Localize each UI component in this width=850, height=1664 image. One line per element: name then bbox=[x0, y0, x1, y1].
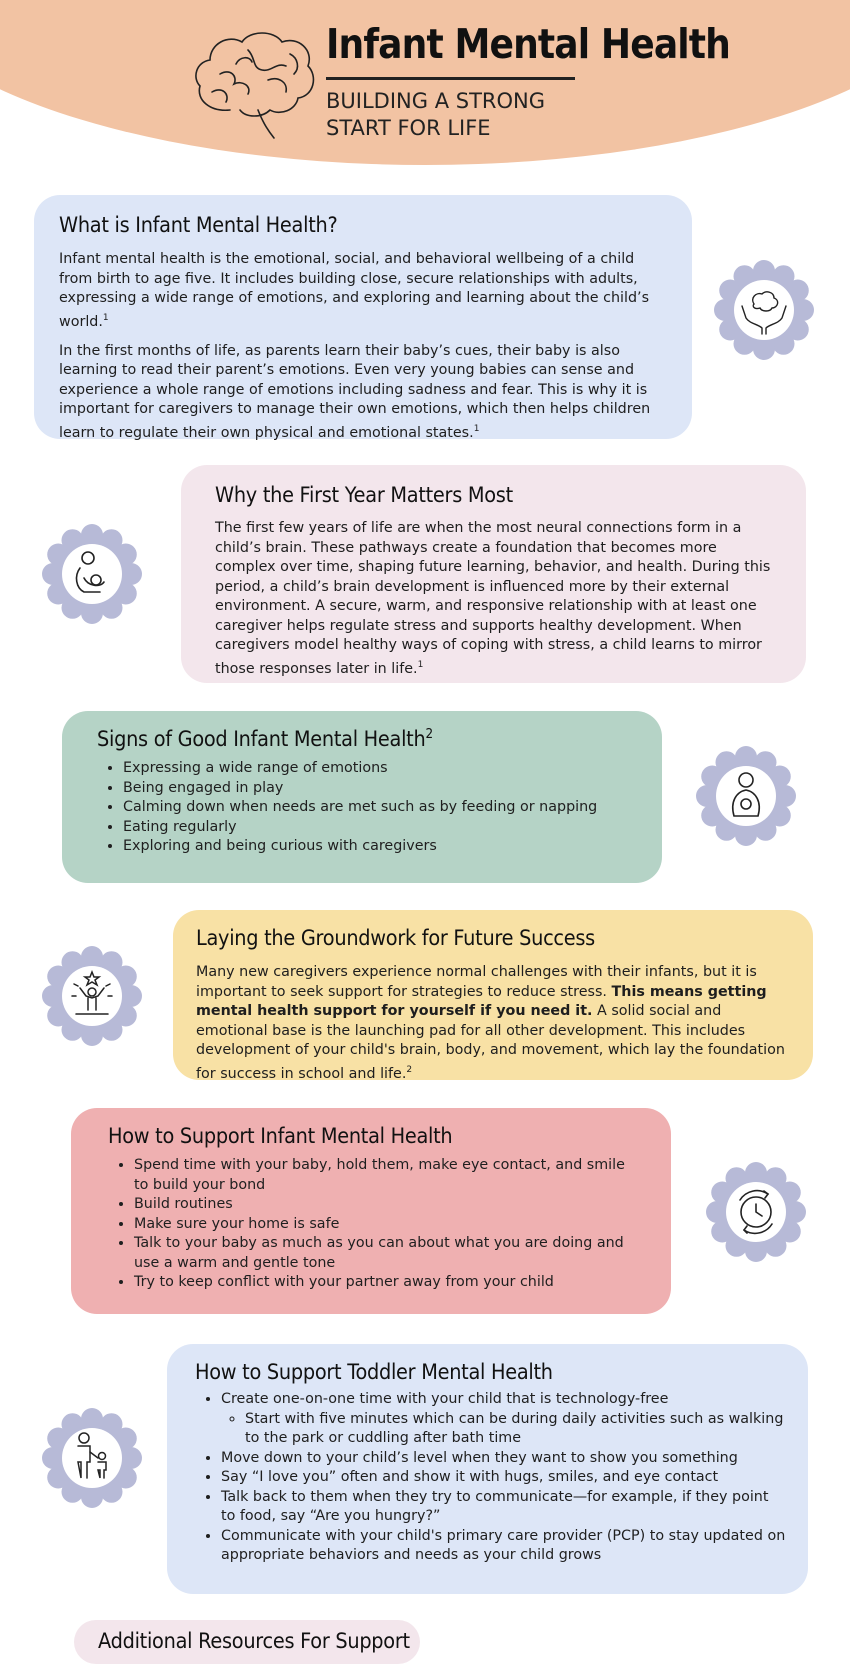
section-heading: What is Infant Mental Health? bbox=[59, 213, 338, 237]
section-heading: How to Support Toddler Mental Health bbox=[195, 1360, 553, 1384]
emphasis-text: This means getting mental health support for yourself if you need it. bbox=[196, 983, 767, 1019]
sub-list-item: ◦ Start with five minutes which can be during daily activities such as walking to the park or cuddling after bath time bbox=[245, 1410, 786, 1449]
section-heading: Why the First Year Matters Most bbox=[215, 483, 513, 507]
signs-card bbox=[62, 711, 662, 883]
groundwork-card bbox=[173, 910, 813, 1080]
footnote-ref: 2 bbox=[406, 1064, 413, 1075]
hands-holding-brain-icon bbox=[712, 258, 816, 362]
parent-holding-baby-icon bbox=[40, 522, 144, 626]
brain-icon bbox=[190, 24, 320, 142]
page-subtitle bbox=[326, 88, 626, 142]
footnote-ref: 1 bbox=[417, 659, 424, 670]
list-item: • Talk to your baby as much as you can about what you are doing and use a warm and gentle tone bbox=[134, 1234, 634, 1273]
section-heading: How to Support Infant Mental Health bbox=[108, 1124, 453, 1148]
footnote-ref: 2 bbox=[425, 727, 433, 742]
list-item: • Talk back to them when they try to communicate—for example, if they point to food, say “Are you hungry?” bbox=[221, 1488, 786, 1527]
list-item: • Make sure your home is safe bbox=[134, 1215, 634, 1235]
mother-hugging-baby-icon bbox=[694, 744, 798, 848]
clock-routine-icon bbox=[704, 1160, 808, 1264]
section-paragraph-1: Infant mental health is the emotional, social, and behavioral wellbeing of a child from birth to age five. It includes building close, secure relationships with adults, expressing a wide range of emotions, and exploring and learning about the child’s world.$^1$ bbox=[59, 251, 650, 330]
resources-heading-pill bbox=[74, 1620, 420, 1664]
list-item: • Expressing a wide range of emotions bbox=[123, 759, 642, 779]
list-item: • Calming down when needs are met such as by feeding or napping bbox=[123, 798, 642, 818]
signs-list bbox=[97, 759, 642, 857]
list-item: • Spend time with your baby, hold them, make eye contact, and smile to build your bond bbox=[134, 1156, 634, 1195]
title-underline bbox=[326, 77, 575, 80]
why-first-year-card bbox=[181, 465, 806, 683]
section-heading: Signs of Good Infant Mental Health$^2$ bbox=[97, 727, 433, 751]
section-paragraph: Many new caregivers experience normal challenges with their infants, but it is important to seek support for strategies to reduce stress. This means getting mental health support for yourself if you need it. A solid social and emotional base is the launching pad for all other development. This includes development of your child's brain, body, and movement, which lay the foundation for success in school and life.$^2$ bbox=[196, 964, 785, 1082]
parent-and-child-icon bbox=[40, 1406, 144, 1510]
toddler-support-card bbox=[167, 1344, 808, 1594]
list-item: • Move down to your child’s level when they want to show you something bbox=[221, 1449, 786, 1469]
list-item: • Exploring and being curious with caregivers bbox=[123, 837, 642, 857]
infant-support-card bbox=[71, 1108, 671, 1314]
list-item: • Communicate with your child's primary care provider (PCP) to stay updated on appropriate behaviors and needs as your child grows bbox=[221, 1527, 786, 1566]
sub-list bbox=[221, 1410, 786, 1449]
list-item: • Create one-on-one time with your child that is technology-free ◦ Start with five minutes which can be during daily activities such as walking to the park or cuddling after bath time bbox=[221, 1390, 786, 1449]
list-item: • Being engaged in play bbox=[123, 779, 642, 799]
section-heading: Laying the Groundwork for Future Success bbox=[196, 926, 595, 950]
section-paragraph-2: In the first months of life, as parents learn their baby’s cues, their baby is also learning to read their parent’s emotions. Even very young babies can sense and experience a whole range of emotions including sadness and fear. This is why it is important for caregivers to manage their own emotions, which then helps children learn to regulate their own physical and emotional states.$^1$ bbox=[59, 342, 651, 441]
footnote-ref: 1 bbox=[102, 312, 109, 323]
success-person-star-icon bbox=[40, 944, 144, 1048]
subtitle-line-1: BUILDING A STRONG bbox=[326, 89, 545, 113]
list-item: • Build routines bbox=[134, 1195, 634, 1215]
section-heading: Additional Resources For Support bbox=[98, 1629, 410, 1653]
list-item: • Eating regularly bbox=[123, 818, 642, 838]
list-item: • Say “I love you” often and show it with hugs, smiles, and eye contact bbox=[221, 1468, 786, 1488]
list-item: • Try to keep conflict with your partner away from your child bbox=[134, 1273, 634, 1293]
what-is-imh-card bbox=[34, 195, 692, 439]
footnote-ref: 1 bbox=[473, 423, 480, 434]
infant-support-list bbox=[108, 1156, 634, 1293]
page-title: Infant Mental Health bbox=[326, 20, 730, 68]
subtitle-line-2: START FOR LIFE bbox=[326, 116, 491, 140]
toddler-support-list bbox=[195, 1390, 786, 1566]
section-paragraph: The first few years of life are when the most neural connections form in a child’s brain. These pathways create a foundation that becomes more complex over time, shaping future learning, behavior, and health. During this period, a child’s brain development is influenced more by their external environment. A secure, warm, and responsive relationship with at least one caregiver helps regulate stress and supports healthy development. When caregivers model healthy ways of coping with stress, a child learns to mirror those responses later in life.$^1$ bbox=[215, 520, 771, 677]
